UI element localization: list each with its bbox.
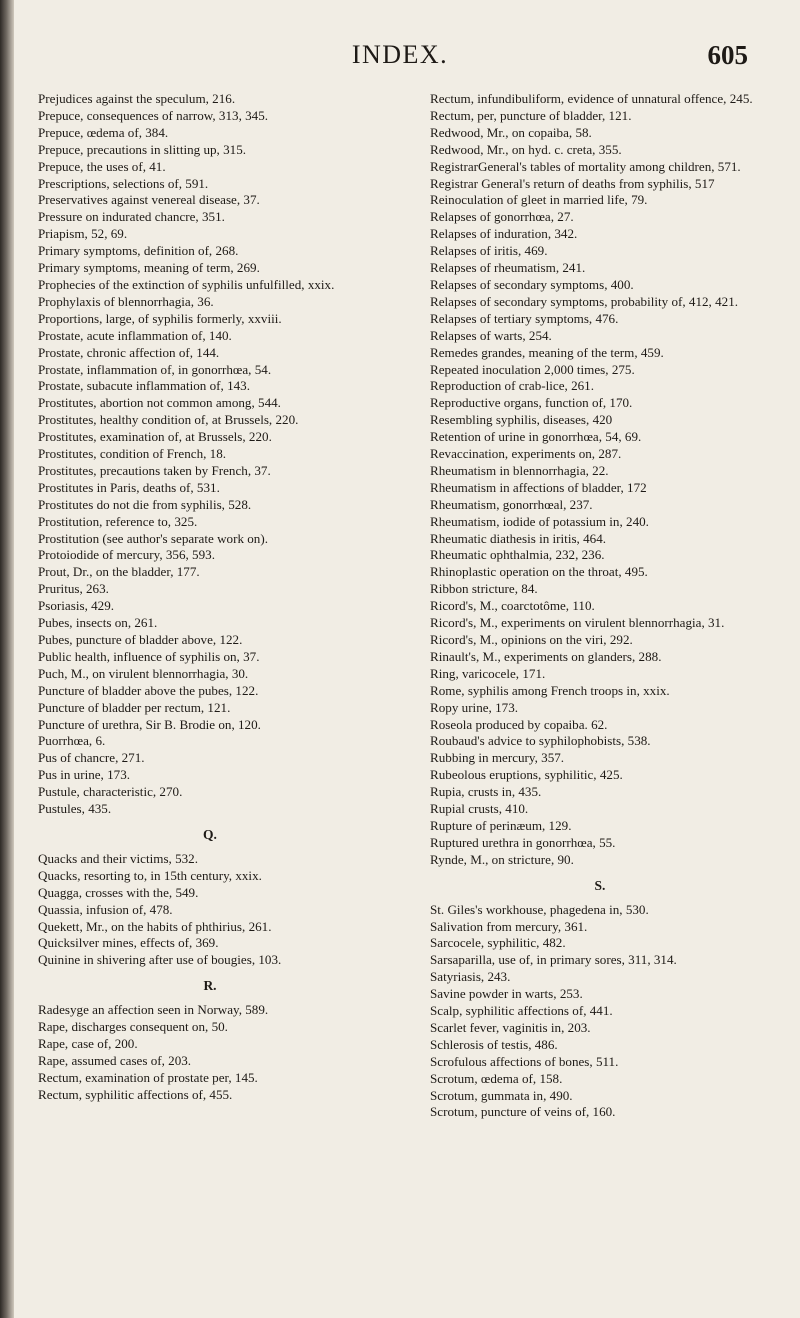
index-entry: Rectum, syphilitic affections of, 455. xyxy=(38,1086,233,1102)
entries-q xyxy=(38,851,382,969)
index-entry: Prostitutes, abortion not common among, 544. xyxy=(38,395,281,411)
index-entry: Rinault's, M., experiments on glanders, 288. xyxy=(430,648,662,664)
index-entry: Ring, varicocele, 171. xyxy=(430,665,546,681)
section-heading-s: S. xyxy=(594,877,606,893)
index-entry: Rheumatism, gonorrhœal, 237. xyxy=(430,496,593,512)
page-title: INDEX. xyxy=(351,40,449,69)
index-entry: Relapses of warts, 254. xyxy=(430,327,552,343)
index-entry: Ribbon stricture, 84. xyxy=(430,581,538,597)
index-entry: Quassia, infusion of, 478. xyxy=(38,901,173,917)
index-entry: Rheumatic diathesis in iritis, 464. xyxy=(430,530,607,546)
index-entry: Prostitutes do not die from syphilis, 528. xyxy=(38,496,252,512)
index-entry: Salivation from mercury, 361. xyxy=(430,918,588,934)
entries-p xyxy=(38,91,382,818)
index-entry: Pus of chancre, 271. xyxy=(38,750,145,766)
index-entry: Prepuce, precautions in slitting up, 315. xyxy=(38,141,247,157)
index-entry: Priapism, 52, 69. xyxy=(38,226,128,242)
index-entry: Ropy urine, 173. xyxy=(430,699,519,715)
index-entry: Scrofulous affections of bones, 511. xyxy=(430,1053,619,1069)
index-entry: Primary symptoms, definition of, 268. xyxy=(38,243,239,259)
index-entry: Radesyge an affection seen in Norway, 589. xyxy=(38,1002,269,1018)
index-entry: Preservatives against venereal disease, 37. xyxy=(38,192,260,208)
index-entry: Prostitutes, healthy condition of, at Brussels, 220. xyxy=(38,412,299,428)
index-entry: Rupial crusts, 410. xyxy=(430,801,529,817)
index-entry: Ricord's, M., opinions on the viri, 292. xyxy=(430,632,633,647)
index-entry: Pubes, puncture of bladder above, 122. xyxy=(38,632,243,647)
index-entry: Rectum, infundibuliform, evidence of unnatural offence, 245. xyxy=(430,91,753,106)
index-entry: Prepuce, consequences of narrow, 313, 345. xyxy=(38,107,269,123)
index-entry: Sarcocele, syphilitic, 482. xyxy=(430,935,566,951)
index-entry: Prostitutes, condition of French, 18. xyxy=(38,446,227,462)
index-entry: Quicksilver mines, effects of, 369. xyxy=(38,935,219,951)
index-entry: St. Giles's workhouse, phagedena in, 530. xyxy=(430,901,649,917)
index-entry: Quagga, crosses with the, 549. xyxy=(38,884,199,900)
index-entry: Ruptured urethra in gonorrhœa, 55. xyxy=(430,834,616,850)
index-entry: Puncture of bladder per rectum, 121. xyxy=(38,699,231,715)
index-entry: Ricord's, M., coarctotôme, 110. xyxy=(430,598,595,614)
index-entry: Prostitutes, examination of, at Brussels, 220. xyxy=(38,429,272,445)
index-entry: Prostitution (see author's separate work on). xyxy=(38,530,268,546)
index-entry: Quacks, resorting to, in 15th century, xxix. xyxy=(38,867,262,883)
index-entry: Rhinoplastic operation on the throat, 495. xyxy=(430,564,648,580)
index-entry: Rheumatic ophthalmia, 232, 236. xyxy=(430,547,605,563)
entries-r-right xyxy=(430,91,770,869)
index-entry: Puorrhœa, 6. xyxy=(38,733,106,749)
index-entry: Rheumatism, iodide of potassium in, 240. xyxy=(430,513,649,529)
index-entry: Prostate, subacute inflammation of, 143. xyxy=(38,378,250,394)
index-entry: Rome, syphilis among French troops in, xxix. xyxy=(430,682,670,698)
index-entry: Scrotum, puncture of veins of, 160. xyxy=(430,1104,616,1120)
index-entry: Quacks and their victims, 532. xyxy=(38,850,199,866)
index-entry: Rheumatism in affections of bladder, 172 xyxy=(430,479,647,495)
index-entry: Ricord's, M., experiments on virulent blennorrhagia, 31. xyxy=(430,615,725,631)
index-entry: Quekett, Mr., on the habits of phthirius, 261. xyxy=(38,918,272,934)
entries-r-left xyxy=(38,1002,382,1103)
index-entry: Rape, assumed cases of, 203. xyxy=(38,1052,192,1068)
index-entry: Rheumatism in blennorrhagia, 22. xyxy=(430,462,609,478)
index-entry: Scalp, syphilitic affections of, 441. xyxy=(430,1003,613,1019)
index-entry: Prostitutes in Paris, deaths of, 531. xyxy=(38,479,220,495)
index-entry: Roubaud's advice to syphilophobists, 538. xyxy=(430,733,651,749)
right-column xyxy=(430,91,770,1121)
index-entry: Prescriptions, selections of, 591. xyxy=(38,175,209,191)
index-entry: Rape, case of, 200. xyxy=(38,1035,138,1051)
index-entry: Prepuce, the uses of, 41. xyxy=(38,158,166,174)
index-entry: Proportions, large, of syphilis formerly, xxviii. xyxy=(38,310,282,326)
index-entry: Redwood, Mr., on hyd. c. creta, 355. xyxy=(430,141,622,157)
index-entry: Relapses of rheumatism, 241. xyxy=(430,260,586,276)
index-entry: Relapses of iritis, 469. xyxy=(430,243,548,259)
index-entry: Rubeolous eruptions, syphilitic, 425. xyxy=(430,767,623,783)
index-entry: Redwood, Mr., on copaiba, 58. xyxy=(430,124,592,140)
entries-s xyxy=(430,902,770,1122)
index-entry: Registrar General's return of deaths from syphilis, 517 xyxy=(430,175,715,191)
index-entry: Rupture of perinæum, 129. xyxy=(430,817,572,833)
index-entry: Primary symptoms, meaning of term, 269. xyxy=(38,260,260,276)
section-heading-q: Q. xyxy=(203,826,217,842)
index-entry: Scarlet fever, vaginitis in, 203. xyxy=(430,1019,591,1035)
index-entry: Prepuce, œdema of, 384. xyxy=(38,124,169,140)
page-number: 605 xyxy=(707,40,748,70)
index-entry: Puncture of urethra, Sir B. Brodie on, 120. xyxy=(38,716,261,732)
index-entry: Sarsaparilla, use of, in primary sores, 311, 314. xyxy=(430,952,677,968)
index-entry: Resembling syphilis, diseases, 420 xyxy=(430,412,613,428)
index-entry: Rynde, M., on stricture, 90. xyxy=(430,851,574,867)
index-entry: Roseola produced by copaiba. 62. xyxy=(430,716,608,732)
index-entry: Rectum, per, puncture of bladder, 121. xyxy=(430,107,632,123)
index-entry: Quinine in shivering after use of bougies, 103. xyxy=(38,952,282,968)
index-entry: Schlerosis of testis, 486. xyxy=(430,1036,558,1052)
index-entry: Revaccination, experiments on, 287. xyxy=(430,446,622,462)
index-entry: Prejudices against the speculum, 216. xyxy=(38,91,236,106)
index-entry: Pus in urine, 173. xyxy=(38,767,131,783)
index-entry: Rupia, crusts in, 435. xyxy=(430,784,542,800)
index-entry: Scrotum, œdema of, 158. xyxy=(430,1070,563,1086)
index-entry: Savine powder in warts, 253. xyxy=(430,986,583,1002)
section-heading-r: R. xyxy=(203,978,217,994)
index-entry: Relapses of induration, 342. xyxy=(430,226,578,242)
index-entry: Retention of urine in gonorrhœa, 54, 69. xyxy=(430,429,642,445)
index-entry: Prout, Dr., on the bladder, 177. xyxy=(38,564,200,580)
index-entry: Prostate, inflammation of, in gonorrhœa, 54. xyxy=(38,361,272,377)
index-entry: Reinoculation of gleet in married life, 79. xyxy=(430,192,648,208)
index-entry: Prostate, acute inflammation of, 140. xyxy=(38,327,232,343)
index-entry: Puch, M., on virulent blennorrhagia, 30. xyxy=(38,665,249,681)
index-entry: Relapses of secondary symptoms, probability of, 412, 421. xyxy=(430,293,739,309)
index-entry: Pruritus, 263. xyxy=(38,581,109,597)
index-entry: Protoiodide of mercury, 356, 593. xyxy=(38,547,215,563)
index-entry: Pressure on indurated chancre, 351. xyxy=(38,209,225,225)
index-entry: Rectum, examination of prostate per, 145. xyxy=(38,1069,258,1085)
index-entry: Relapses of secondary symptoms, 400. xyxy=(430,276,634,292)
index-entry: Prostitution, reference to, 325. xyxy=(38,513,198,529)
index-entry: Pustule, characteristic, 270. xyxy=(38,784,183,800)
index-entry: Scrotum, gummata in, 490. xyxy=(430,1087,573,1103)
index-entry: Psoriasis, 429. xyxy=(38,598,115,614)
running-head xyxy=(0,40,800,74)
index-entry: Reproductive organs, function of, 170. xyxy=(430,395,633,411)
index-entry: Prophecies of the extinction of syphilis unfulfilled, xxix. xyxy=(38,276,335,292)
index-entry: Prostate, chronic affection of, 144. xyxy=(38,344,220,360)
index-entry: Pustules, 435. xyxy=(38,801,112,817)
index-entry: Satyriasis, 243. xyxy=(430,969,511,985)
index-entry: Puncture of bladder above the pubes, 122. xyxy=(38,682,259,698)
index-entry: Public health, influence of syphilis on, 37. xyxy=(38,648,260,664)
index-entry: Remedes grandes, meaning of the term, 459. xyxy=(430,344,664,360)
index-entry: Relapses of gonorrhœa, 27. xyxy=(430,209,574,225)
index-entry: Rape, discharges consequent on, 50. xyxy=(38,1019,228,1035)
index-entry: Relapses of tertiary symptoms, 476. xyxy=(430,310,619,326)
index-entry: RegistrarGeneral's tables of mortality among children, 571. xyxy=(430,158,741,174)
left-column xyxy=(38,91,382,1104)
index-entry: Prostitutes, precautions taken by French, 37. xyxy=(38,462,271,478)
index-entry: Rubbing in mercury, 357. xyxy=(430,750,565,766)
index-entry: Reproduction of crab-lice, 261. xyxy=(430,378,594,394)
index-entry: Pubes, insects on, 261. xyxy=(38,615,158,631)
index-entry: Prophylaxis of blennorrhagia, 36. xyxy=(38,293,214,309)
index-entry: Repeated inoculation 2,000 times, 275. xyxy=(430,361,635,377)
